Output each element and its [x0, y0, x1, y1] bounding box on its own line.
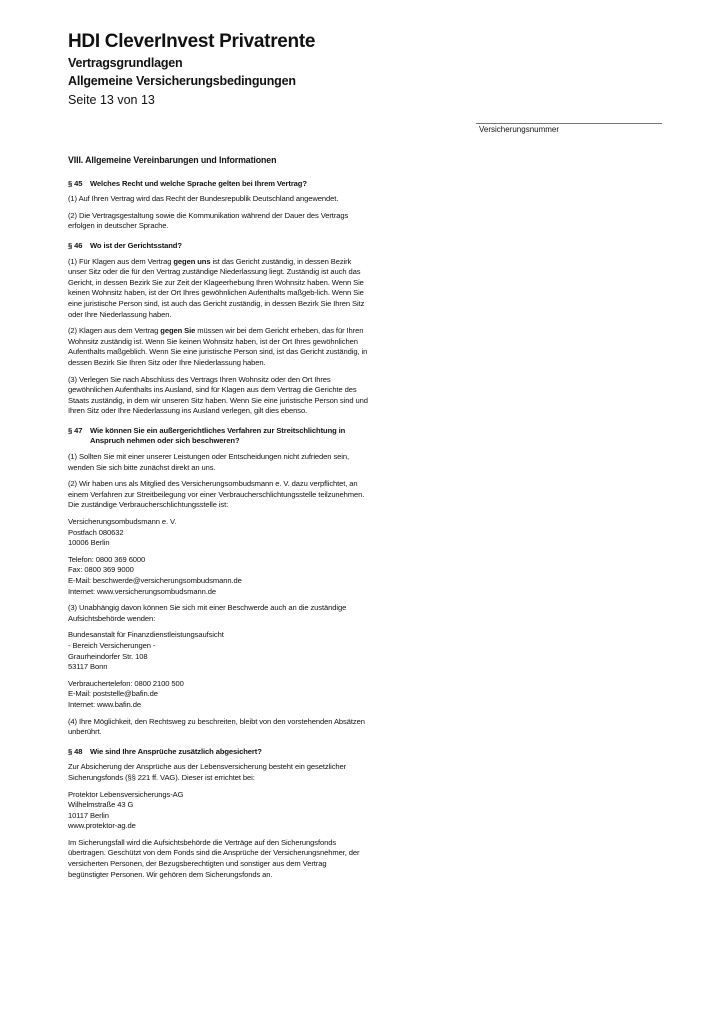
document-subtitle-conditions: Allgemeine Versicherungsbedingungen — [68, 74, 296, 88]
document-title: HDI CleverInvest Privatrente — [68, 31, 316, 52]
paragraph-number: § 46 — [68, 240, 83, 250]
emphasis-text: gegen Sie — [160, 326, 196, 336]
bafin-contact: Verbrauchertelefon: 0800 2100 500 E-Mail: poststelle@bafin.de Internet: www.bafin.de — [68, 678, 184, 709]
paragraph-number: § 48 — [68, 746, 83, 756]
paragraph-45-2: (2) Die Vertragsgestaltung sowie die Kommunikation während der Dauer des Vertrags erfolgen in deutscher Sprache. — [68, 210, 349, 231]
text-segment: (1) Für Klagen aus dem Vertrag — [68, 256, 174, 266]
paragraph-48-1: Zur Absicherung der Ansprüche aus der Lebensversicherung besteht ein gesetzlicher Sicherungsfonds (§§ 221 ff. VAG). Dieser ist errichtet bei: — [68, 762, 347, 782]
paragraph-46-heading — [68, 241, 368, 252]
paragraph-46-3: (3) Verlegen Sie nach Abschluss des Vertrags Ihren Wohnsitz oder den Ort Ihres gewöhnlichen Aufenthalts ins Ausland, sind für Klagen aus dem Vertrag die Gerichte des Staats zuständig, in dem wir unseren Sitz haben. Wenn Sie eine juristische Person sind und Ihren Sitz oder Ihre Niederlassung ins Ausland verlegen, gilt dies ebenso. — [68, 374, 368, 416]
protektor-address: Protektor Lebensversicherungs-AG Wilhelmstraße 43 G 10117 Berlin www.protektor-ag.de — [68, 789, 184, 831]
paragraph-46-1 — [68, 257, 368, 321]
ombudsmann-address: Versicherungsombudsmann e. V. Postfach 080632 10006 Berlin — [68, 517, 177, 548]
text-segment: müssen wir bei dem Gericht erheben, das für Ihren Wohnsitz zuständig ist. Wenn Sie keinen Wohnsitz haben, ist der Ort Ihres gewöhnlichen Aufenthalts maßgeblich. Wenn Sie eine juristische Person sind, ist das Gericht zuständig, in dessen Bezirk Sie Ihren Sitz oder Ihre Niederlassung haben. — [68, 326, 368, 367]
paragraph-45-heading — [68, 179, 368, 190]
paragraph-48-heading — [68, 747, 368, 758]
paragraph-46-2 — [68, 326, 368, 368]
document-body — [68, 155, 368, 886]
paragraph-45-1: (1) Auf Ihren Vertrag wird das Recht der Bundesrepublik Deutschland angewendet. — [68, 194, 339, 204]
paragraph-number: § 45 — [68, 178, 83, 188]
text-segment: (2) Klagen aus dem Vertrag — [68, 326, 161, 336]
document-subtitle-contract: Vertragsgrundlagen — [68, 56, 183, 70]
paragraph-48-2: Im Sicherungsfall wird die Aufsichtsbehörde die Verträge auf den Sicherungsfonds übertragen. Geschützt von dem Fonds sind die Ansprüche der Versicherungsnehmer, der versicherten Personen, der Bezugsberechtigten und sonstiger aus dem Vertrag begünstigter Personen. Wir gehören dem Sicherungsfonds an. — [68, 837, 360, 879]
ombudsmann-contact: Telefon: 0800 369 6000 Fax: 0800 369 9000 E-Mail: beschwerde@versicherungsombudsmann.de Internet: www.versicherungsombudsmann.de — [68, 554, 242, 596]
paragraph-number: § 47 — [68, 425, 83, 435]
paragraph-title: Wie sind Ihre Ansprüche zusätzlich abgesichert? — [90, 746, 262, 756]
paragraph-47-3: (3) Unabhängig davon können Sie sich mit einer Beschwerde auch an die zuständige Aufsichtsbehörde wenden: — [68, 603, 347, 623]
page-number: Seite 13 von 13 — [68, 93, 155, 107]
text-segment: ist das Gericht zuständig, in dessen Bezirk unser Sitz oder die für den Vertrag zuständige Niederlassung liegt. Zuständig ist auch das Gericht, in dessen Bezirk Sie zur Zeit der Klageerhebung Ihren Wohnsitz haben. Wenn Sie keinen Wohnsitz haben, ist der Ort Ihres gewöhnlichen Aufenthalts maßgeb-lich. Wenn Sie eine juristische Person sind, ist auch das Gericht zuständig, in dessen Bezirk Sie Ihren Sitz oder Ihre Niederlassung haben. — [68, 256, 365, 319]
paragraph-47-2: (2) Wir haben uns als Mitglied des Versicherungsombudsmann e. V. dazu verpflichtet, an einem Verfahren zur Streitbeilegung vor einer Verbraucherschlichtungsstelle teilzunehmen. Die zuständige Verbraucherschlichtungsstelle ist: — [68, 479, 365, 510]
paragraph-title: Wo ist der Gerichtsstand? — [90, 240, 182, 250]
section-heading: VIII. Allgemeine Vereinbarungen und Informationen — [68, 155, 277, 165]
paragraph-47-1: (1) Sollten Sie mit einer unserer Leistungen oder Entscheidungen nicht zufrieden sein, wenden Sie sich bitte zunächst direkt an uns. — [68, 452, 349, 472]
insurance-number-field: Versicherungsnummer — [476, 123, 662, 134]
document-header — [68, 30, 315, 109]
paragraph-title: Welches Recht und welche Sprache gelten bei Ihrem Vertrag? — [90, 178, 307, 188]
bafin-address: Bundesanstalt für Finanzdienstleistungsaufsicht - Bereich Versicherungen - Graurheindorfer Str. 108 53117 Bonn — [68, 630, 224, 672]
emphasis-text: gegen uns — [173, 256, 211, 266]
paragraph-title: Wie können Sie ein außergerichtliches Verfahren zur Streitschlichtung in Anspruch nehmen oder sich beschweren? — [90, 425, 346, 446]
paragraph-47-4: (4) Ihre Möglichkeit, den Rechtsweg zu beschreiten, bleibt von den vorstehenden Absätzen unberührt. — [68, 716, 365, 737]
paragraph-47-heading — [68, 426, 368, 447]
